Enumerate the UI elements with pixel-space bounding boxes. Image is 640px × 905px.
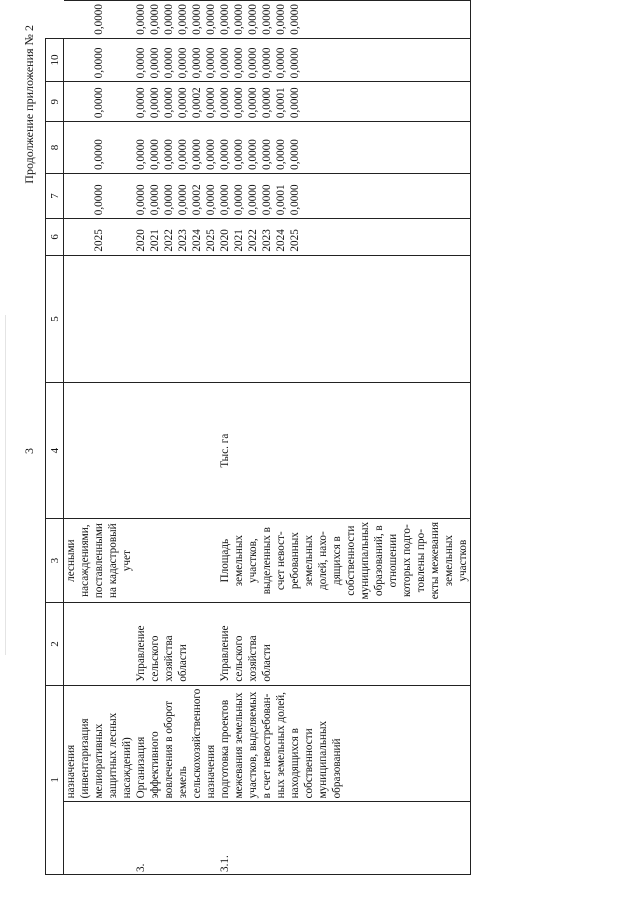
activity-name-line: Организация — [135, 736, 147, 799]
indicator-name-line: земельных — [233, 535, 245, 587]
col-8-values-line: 0,0000 — [135, 87, 147, 119]
header-col-3: 3 — [46, 518, 64, 602]
activity-name-line: находящихся в — [289, 728, 301, 799]
row-number-text: 3.1. — [219, 855, 231, 872]
years-line: 2023 — [177, 229, 189, 252]
col-9-values-line: 0,0000 — [247, 47, 259, 79]
col-6-values-cell — [134, 173, 218, 218]
executor-line: сельского — [233, 635, 245, 682]
indicator-name-cell — [218, 518, 471, 602]
col-6-values-line: 0,0000 — [135, 184, 147, 216]
row-number-text: 3. — [135, 863, 147, 872]
indicator-name-line: которых подго- — [401, 524, 413, 598]
col-9-values-line: 0,0000 — [177, 47, 189, 79]
activity-name-line: вовлечения в оборот — [163, 700, 175, 799]
col-8-values-line: 0,0000 — [93, 87, 105, 119]
executor-line: области — [261, 644, 273, 682]
col-8-values-line: 0,0000 — [247, 87, 259, 119]
activity-name-cell — [218, 685, 471, 802]
col-6-values-line: 0,0001 — [275, 184, 287, 216]
col-9-values-line: 0,0000 — [191, 47, 203, 79]
activity-name-line: земель — [177, 766, 189, 799]
col-10-values-line: 0,0000 — [219, 4, 231, 35]
col-10-values-cell — [134, 1, 218, 39]
indicator-name-line: земельных — [303, 535, 315, 587]
row-number-cell — [218, 802, 471, 875]
activity-name-line: межевания земельных — [233, 692, 245, 799]
col-7-values-line: 0,0000 — [261, 139, 273, 170]
indicator-name-line: Площадь — [219, 538, 231, 583]
faint-scan-line — [5, 315, 6, 655]
col-9-values-cell — [64, 38, 135, 82]
indicator-name-line: счет невост- — [275, 531, 287, 590]
col-10-values-line: 0,0000 — [275, 4, 287, 35]
col-9-values-line: 0,0000 — [163, 47, 175, 79]
col-8-values-cell — [134, 82, 218, 122]
col-7-values-line: 0,0000 — [191, 139, 203, 170]
col-10-values-line: 0,0000 — [205, 4, 217, 35]
col-9-values-cell — [218, 38, 471, 82]
col-8-values-cell — [64, 82, 135, 122]
col-6-values-line: 0,0000 — [233, 184, 245, 216]
activity-name-line: мелиоративных — [93, 723, 105, 799]
years-line: 2025 — [289, 229, 301, 252]
appendix-table — [45, 0, 471, 875]
header-col-10: 10 — [46, 38, 64, 82]
column-number-row — [46, 1, 64, 875]
col-9-values-line: 0,0000 — [149, 47, 161, 79]
activity-name-line: образований — [331, 738, 343, 799]
indicator-name-line: участков, — [247, 538, 259, 583]
col-9-values-line: 0,0000 — [233, 47, 245, 79]
indicator-name-line: выделенных в — [261, 527, 273, 595]
years-cell — [64, 219, 135, 255]
col-10-values-line: 0,0000 — [191, 4, 203, 35]
indicator-name-line: товлены про- — [415, 529, 427, 593]
col-6-values-line: 0,0000 — [163, 184, 175, 216]
header-col-4: 4 — [46, 383, 64, 519]
indicator-name-line: насаждениями, — [79, 524, 91, 597]
executor-line: области — [177, 644, 189, 682]
col-8-values-line: 0,0001 — [275, 87, 287, 119]
indicator-name-line: учет — [121, 550, 133, 572]
col-6-values-line: 0,0000 — [93, 184, 105, 216]
col-10-values-line: 0,0000 — [289, 4, 301, 35]
indicator-name-line: собственности — [345, 525, 357, 596]
col-7-values-cell — [218, 122, 471, 174]
executor-cell — [64, 603, 135, 685]
col-6-values-line: 0,0000 — [289, 184, 301, 216]
col-7-values-cell — [134, 122, 218, 174]
page-number: 3 — [22, 448, 36, 454]
years-cell — [218, 219, 471, 255]
executor-line: хозяйства — [163, 635, 175, 682]
years-line: 2022 — [247, 229, 259, 252]
activity-name-line: подготовка проектов — [219, 699, 231, 799]
executor-cell — [218, 603, 471, 685]
row-number-cell — [134, 802, 218, 875]
executor-line: сельского — [149, 635, 161, 682]
activity-name-line: насаждений) — [121, 737, 133, 799]
activity-name-line: (инвентаризация — [79, 718, 91, 799]
col-7-values-line: 0,0000 — [275, 139, 287, 170]
executor-cell — [134, 603, 218, 685]
activity-name-cell — [134, 685, 218, 802]
col-6-values-line: 0,0000 — [261, 184, 273, 216]
col-9-values-cell — [134, 38, 218, 82]
col-7-values-line: 0,0000 — [135, 139, 147, 170]
col-10-values-line: 0,0000 — [177, 4, 189, 35]
years-cell — [134, 219, 218, 255]
col-8-values-line: 0,0000 — [233, 87, 245, 119]
col-10-values-cell — [218, 1, 471, 39]
indicator-name-cell — [134, 518, 218, 602]
col-6-values-cell — [64, 173, 135, 218]
col-8-values-line: 0,0000 — [261, 87, 273, 119]
activity-name-line: ных земельных долей, — [275, 692, 287, 799]
header-col-5: 5 — [46, 255, 64, 383]
unit-cell — [64, 383, 135, 519]
indicator-name-line: поставленными — [93, 523, 105, 599]
activity-name-line: муниципальных — [317, 720, 329, 799]
col-8-values-line: 0,0002 — [191, 87, 203, 119]
indicator-name-line: муниципальных — [359, 521, 371, 600]
col-7-values-line: 0,0000 — [219, 139, 231, 170]
col-8-values-line: 0,0000 — [163, 87, 175, 119]
indicator-name-line: екты межевания — [429, 522, 441, 600]
executor-line: Управление — [219, 625, 231, 682]
column-5-cell — [64, 255, 135, 383]
years-line: 2021 — [233, 229, 245, 252]
executor-line: Управление — [135, 625, 147, 682]
years-line: 2020 — [135, 229, 147, 252]
indicator-name-line: лесными — [65, 539, 77, 582]
col-8-values-line: 0,0000 — [177, 87, 189, 119]
table-row — [134, 1, 218, 875]
years-line: 2025 — [93, 229, 105, 252]
col-8-values-line: 0,0000 — [149, 87, 161, 119]
col-6-values-line: 0,0002 — [191, 184, 203, 216]
col-8-values-line: 0,0000 — [219, 87, 231, 119]
unit-cell — [134, 383, 218, 519]
col-7-values-line: 0,0000 — [205, 139, 217, 170]
col-7-values-line: 0,0000 — [93, 139, 105, 170]
activity-name-line: участков, выделяемых — [247, 691, 259, 799]
unit-text: Тыс. га — [219, 433, 231, 468]
continuation-title: Продолжение приложения № 2 — [22, 25, 36, 184]
col-7-values-line: 0,0000 — [177, 139, 189, 170]
col-7-values-line: 0,0000 — [289, 139, 301, 170]
col-10-values-line: 0,0000 — [149, 4, 161, 35]
col-9-values-line: 0,0000 — [275, 47, 287, 79]
col-9-values-line: 0,0000 — [219, 47, 231, 79]
indicator-name-line: земельных — [443, 535, 455, 587]
col-10-values-line: 0,0000 — [233, 4, 245, 35]
col-8-values-cell — [218, 82, 471, 122]
col-8-values-line: 0,0000 — [205, 87, 217, 119]
indicator-name-line: дящихся в — [331, 536, 343, 586]
col-6-values-line: 0,0000 — [205, 184, 217, 216]
indicator-name-cell — [64, 518, 135, 602]
col-9-values-line: 0,0000 — [93, 47, 105, 79]
activity-name-line: защитных лесных — [107, 712, 119, 799]
activity-name-line: назначения — [205, 744, 217, 799]
col-7-values-line: 0,0000 — [233, 139, 245, 170]
col-9-values-line: 0,0000 — [289, 47, 301, 79]
activity-name-line: собственности — [303, 728, 315, 799]
activity-name-line: в счет невостребован- — [261, 693, 273, 799]
column-5-cell — [218, 255, 471, 383]
years-line: 2025 — [205, 229, 217, 252]
col-6-values-line: 0,0000 — [247, 184, 259, 216]
years-line: 2024 — [275, 229, 287, 252]
executor-line: хозяйства — [247, 635, 259, 682]
years-line: 2020 — [219, 229, 231, 252]
activity-name-cell — [64, 685, 135, 802]
years-line: 2023 — [261, 229, 273, 252]
header-col-2: 2 — [46, 603, 64, 685]
col-10-values-line: 0,0000 — [261, 4, 273, 35]
indicator-name-line: долей, нахо- — [317, 531, 329, 590]
years-line: 2022 — [163, 229, 175, 252]
col-6-values-line: 0,0000 — [149, 184, 161, 216]
col-6-values-line: 0,0000 — [219, 184, 231, 216]
activity-name-line: сельскохозяйственного — [191, 688, 203, 799]
header-col-9: 9 — [46, 82, 64, 122]
col-9-values-line: 0,0000 — [205, 47, 217, 79]
col-7-values-line: 0,0000 — [247, 139, 259, 170]
indicator-name-line: участков — [457, 539, 469, 582]
activity-name-line: назначения — [65, 744, 77, 799]
indicator-name-line: ребованных — [289, 532, 301, 590]
indicator-name-line: на кадастровый — [107, 523, 119, 598]
col-8-values-line: 0,0000 — [289, 87, 301, 119]
col-7-values-line: 0,0000 — [163, 139, 175, 170]
header-col-7: 7 — [46, 173, 64, 218]
col-6-values-line: 0,0000 — [177, 184, 189, 216]
col-9-values-line: 0,0000 — [261, 47, 273, 79]
activity-name-line: эффективного — [149, 731, 161, 799]
table-body — [64, 1, 471, 875]
indicator-name-line: отношении — [387, 533, 399, 588]
col-7-values-cell — [64, 122, 135, 174]
row-number-cell — [64, 802, 135, 875]
table-row — [218, 1, 471, 875]
col-10-values-line: 0,0000 — [135, 4, 147, 35]
header-col-6: 6 — [46, 219, 64, 255]
header-col-8: 8 — [46, 122, 64, 174]
col-10-values-line: 0,0000 — [163, 4, 175, 35]
col-6-values-cell — [218, 173, 471, 218]
col-10-values-line: 0,0000 — [247, 4, 259, 35]
table-row — [64, 1, 135, 875]
years-line: 2021 — [149, 229, 161, 252]
col-10-values-cell — [64, 1, 135, 39]
col-10-values-line: 0,0000 — [92, 4, 105, 35]
indicator-name-line: образований, в — [373, 525, 385, 597]
unit-cell — [218, 383, 471, 519]
years-line: 2024 — [191, 229, 203, 252]
header-col-1: 1 — [46, 685, 64, 874]
column-5-cell — [134, 255, 218, 383]
col-9-values-line: 0,0000 — [135, 47, 147, 79]
col-7-values-line: 0,0000 — [149, 139, 161, 170]
